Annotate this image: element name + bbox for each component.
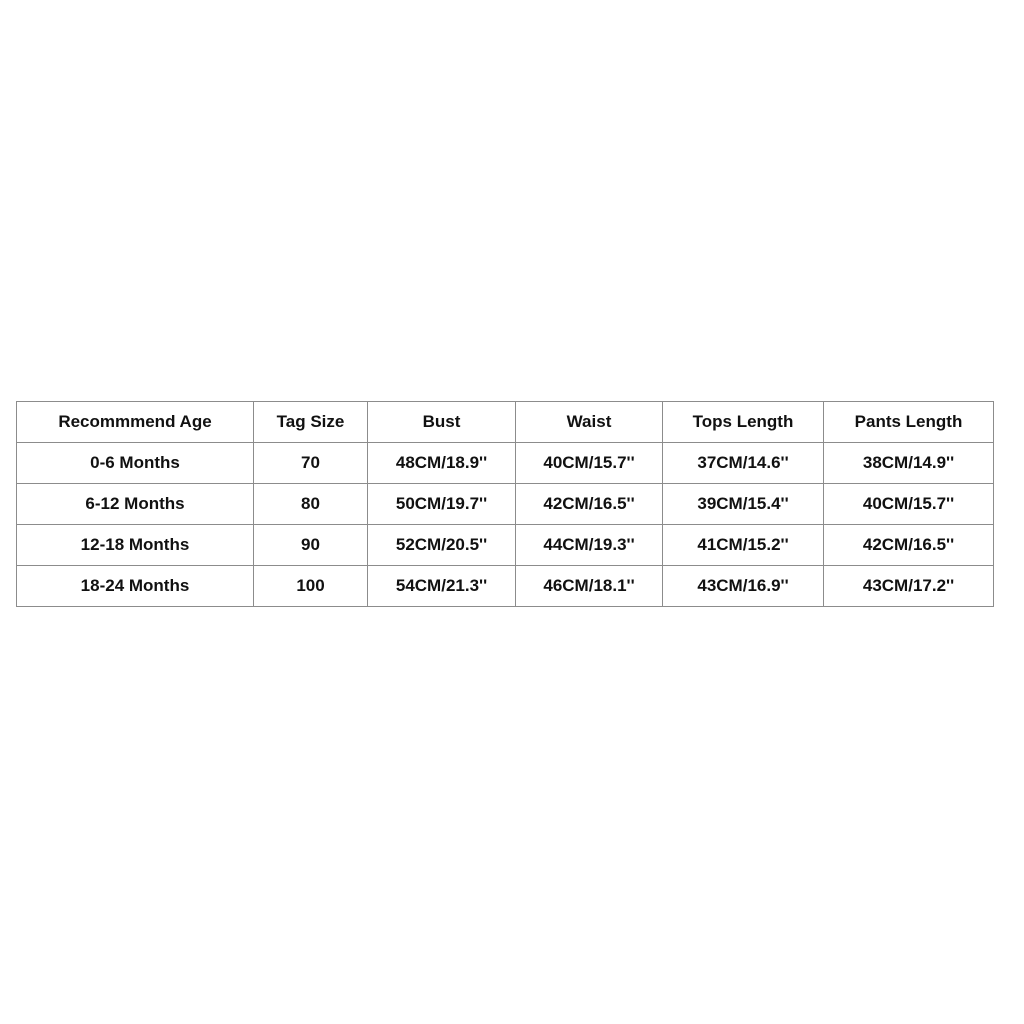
cell-bust: 52CM/20.5'' [368,525,516,566]
header-tops-length: Tops Length [663,402,824,443]
cell-waist: 44CM/19.3'' [516,525,663,566]
cell-tops-length: 39CM/15.4'' [663,484,824,525]
cell-waist: 40CM/15.7'' [516,443,663,484]
cell-bust: 54CM/21.3'' [368,566,516,607]
cell-age: 18-24 Months [17,566,254,607]
cell-bust: 48CM/18.9'' [368,443,516,484]
cell-tops-length: 41CM/15.2'' [663,525,824,566]
table-row [17,484,994,525]
cell-waist: 42CM/16.5'' [516,484,663,525]
cell-tag-size: 70 [254,443,368,484]
table-row [17,443,994,484]
cell-pants-length: 40CM/15.7'' [824,484,994,525]
cell-tops-length: 37CM/14.6'' [663,443,824,484]
cell-waist: 46CM/18.1'' [516,566,663,607]
cell-pants-length: 38CM/14.9'' [824,443,994,484]
header-waist: Waist [516,402,663,443]
cell-bust: 50CM/19.7'' [368,484,516,525]
cell-pants-length: 42CM/16.5'' [824,525,994,566]
cell-tag-size: 90 [254,525,368,566]
table-row [17,566,994,607]
table-header-row [17,402,994,443]
cell-tag-size: 100 [254,566,368,607]
header-bust: Bust [368,402,516,443]
cell-tag-size: 80 [254,484,368,525]
header-pants-length: Pants Length [824,402,994,443]
header-tag-size: Tag Size [254,402,368,443]
table-row [17,525,994,566]
size-chart-table [16,401,994,607]
cell-age: 0-6 Months [17,443,254,484]
cell-age: 6-12 Months [17,484,254,525]
cell-tops-length: 43CM/16.9'' [663,566,824,607]
cell-pants-length: 43CM/17.2'' [824,566,994,607]
cell-age: 12-18 Months [17,525,254,566]
header-recommend-age: Recommmend Age [17,402,254,443]
